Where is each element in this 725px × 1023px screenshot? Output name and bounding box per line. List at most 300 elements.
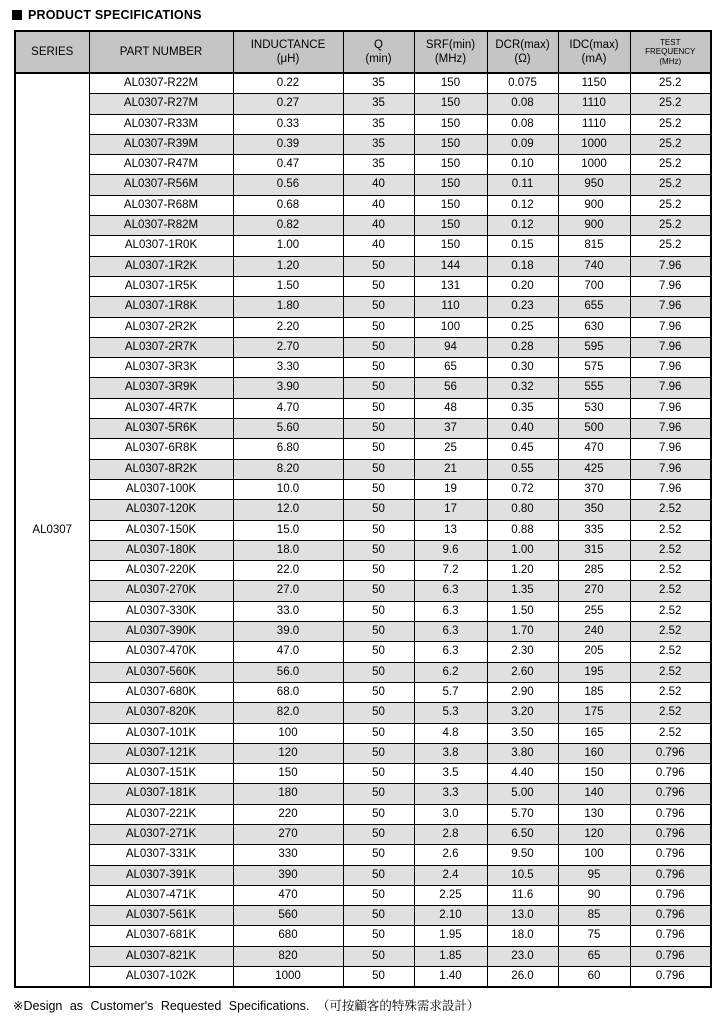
cell-srf-min: 37 <box>414 419 487 439</box>
cell-srf-min: 3.5 <box>414 764 487 784</box>
cell-part-number: AL0307-8R2K <box>89 459 233 479</box>
cell-idc-max: 95 <box>558 865 630 885</box>
cell-test-frequency: 25.2 <box>630 236 711 256</box>
cell-dcr-max: 0.08 <box>487 114 558 134</box>
cell-idc-max: 205 <box>558 642 630 662</box>
cell-srf-min: 48 <box>414 398 487 418</box>
cell-idc-max: 60 <box>558 967 630 988</box>
cell-srf-min: 1.95 <box>414 926 487 946</box>
cell-inductance: 8.20 <box>233 459 343 479</box>
cell-q-min: 50 <box>343 479 414 499</box>
cell-srf-min: 100 <box>414 317 487 337</box>
cell-test-frequency: 0.796 <box>630 885 711 905</box>
cell-test-frequency: 7.96 <box>630 297 711 317</box>
cell-q-min: 50 <box>343 317 414 337</box>
cell-inductance: 680 <box>233 926 343 946</box>
cell-idc-max: 100 <box>558 845 630 865</box>
cell-inductance: 3.30 <box>233 358 343 378</box>
cell-part-number: AL0307-R47M <box>89 155 233 175</box>
table-row <box>15 723 711 743</box>
table-row <box>15 358 711 378</box>
cell-test-frequency: 25.2 <box>630 94 711 114</box>
cell-srf-min: 6.3 <box>414 601 487 621</box>
cell-q-min: 50 <box>343 804 414 824</box>
cell-srf-min: 110 <box>414 297 487 317</box>
cell-dcr-max: 0.40 <box>487 419 558 439</box>
cell-srf-min: 5.3 <box>414 703 487 723</box>
header-row <box>15 31 711 73</box>
cell-srf-min: 56 <box>414 378 487 398</box>
cell-test-frequency: 7.96 <box>630 337 711 357</box>
cell-idc-max: 160 <box>558 743 630 763</box>
cell-idc-max: 575 <box>558 358 630 378</box>
cell-inductance: 0.47 <box>233 155 343 175</box>
cell-idc-max: 530 <box>558 398 630 418</box>
cell-q-min: 50 <box>343 885 414 905</box>
cell-test-frequency: 2.52 <box>630 561 711 581</box>
cell-idc-max: 315 <box>558 540 630 560</box>
cell-dcr-max: 3.80 <box>487 743 558 763</box>
cell-srf-min: 6.2 <box>414 662 487 682</box>
cell-part-number: AL0307-151K <box>89 764 233 784</box>
cell-part-number: AL0307-100K <box>89 479 233 499</box>
cell-q-min: 50 <box>343 723 414 743</box>
cell-q-min: 50 <box>343 703 414 723</box>
cell-dcr-max: 6.50 <box>487 824 558 844</box>
cell-q-min: 50 <box>343 824 414 844</box>
cell-test-frequency: 0.796 <box>630 784 711 804</box>
table-row <box>15 622 711 642</box>
cell-inductance: 150 <box>233 764 343 784</box>
table-row <box>15 398 711 418</box>
cell-inductance: 22.0 <box>233 561 343 581</box>
cell-q-min: 35 <box>343 114 414 134</box>
cell-q-min: 50 <box>343 601 414 621</box>
table-row <box>15 73 711 94</box>
cell-dcr-max: 10.5 <box>487 865 558 885</box>
cell-idc-max: 370 <box>558 479 630 499</box>
cell-inductance: 27.0 <box>233 581 343 601</box>
spec-table <box>14 30 712 988</box>
cell-part-number: AL0307-3R3K <box>89 358 233 378</box>
cell-test-frequency: 2.52 <box>630 662 711 682</box>
table-row <box>15 297 711 317</box>
cell-dcr-max: 1.00 <box>487 540 558 560</box>
cell-q-min: 50 <box>343 946 414 966</box>
cell-q-min: 50 <box>343 439 414 459</box>
cell-idc-max: 130 <box>558 804 630 824</box>
cell-dcr-max: 11.6 <box>487 885 558 905</box>
cell-dcr-max: 9.50 <box>487 845 558 865</box>
page-title <box>12 8 202 22</box>
cell-part-number: AL0307-220K <box>89 561 233 581</box>
cell-srf-min: 150 <box>414 236 487 256</box>
cell-dcr-max: 0.32 <box>487 378 558 398</box>
cell-idc-max: 1000 <box>558 134 630 154</box>
cell-inductance: 1.20 <box>233 256 343 276</box>
cell-test-frequency: 7.96 <box>630 398 711 418</box>
cell-test-frequency: 2.52 <box>630 520 711 540</box>
cell-q-min: 50 <box>343 581 414 601</box>
table-row <box>15 865 711 885</box>
cell-part-number: AL0307-2R2K <box>89 317 233 337</box>
cell-test-frequency: 2.52 <box>630 642 711 662</box>
table-row <box>15 804 711 824</box>
cell-inductance: 470 <box>233 885 343 905</box>
cell-part-number: AL0307-R39M <box>89 134 233 154</box>
cell-idc-max: 500 <box>558 419 630 439</box>
cell-q-min: 50 <box>343 540 414 560</box>
table-row <box>15 337 711 357</box>
cell-q-min: 40 <box>343 236 414 256</box>
cell-srf-min: 4.8 <box>414 723 487 743</box>
cell-part-number: AL0307-1R2K <box>89 256 233 276</box>
cell-inductance: 560 <box>233 906 343 926</box>
cell-dcr-max: 0.12 <box>487 216 558 236</box>
cell-srf-min: 144 <box>414 256 487 276</box>
cell-idc-max: 150 <box>558 764 630 784</box>
cell-dcr-max: 0.08 <box>487 94 558 114</box>
cell-test-frequency: 7.96 <box>630 256 711 276</box>
cell-dcr-max: 1.70 <box>487 622 558 642</box>
cell-test-frequency: 0.796 <box>630 865 711 885</box>
cell-srf-min: 6.3 <box>414 642 487 662</box>
cell-part-number: AL0307-471K <box>89 885 233 905</box>
cell-part-number: AL0307-R27M <box>89 94 233 114</box>
col-header-part-number-label: PART NUMBER <box>119 46 203 58</box>
cell-part-number: AL0307-470K <box>89 642 233 662</box>
cell-test-frequency: 2.52 <box>630 581 711 601</box>
cell-test-frequency: 2.52 <box>630 723 711 743</box>
cell-inductance: 82.0 <box>233 703 343 723</box>
cell-part-number: AL0307-270K <box>89 581 233 601</box>
cell-test-frequency: 7.96 <box>630 439 711 459</box>
cell-q-min: 50 <box>343 500 414 520</box>
cell-srf-min: 3.0 <box>414 804 487 824</box>
cell-q-min: 50 <box>343 459 414 479</box>
cell-srf-min: 2.8 <box>414 824 487 844</box>
table-row <box>15 601 711 621</box>
cell-test-frequency: 7.96 <box>630 479 711 499</box>
cell-inductance: 1.50 <box>233 276 343 296</box>
cell-test-frequency: 25.2 <box>630 175 711 195</box>
cell-dcr-max: 13.0 <box>487 906 558 926</box>
cell-inductance: 47.0 <box>233 642 343 662</box>
col-header-series <box>15 31 89 73</box>
table-row <box>15 479 711 499</box>
footnote: ※Design as Customer's Requested Specifications. （可按顧客的特殊需求設計） <box>13 999 480 1013</box>
cell-dcr-max: 3.50 <box>487 723 558 743</box>
cell-test-frequency: 2.52 <box>630 601 711 621</box>
col-header-q-min: Q (min) <box>343 31 414 73</box>
cell-idc-max: 425 <box>558 459 630 479</box>
cell-part-number: AL0307-1R8K <box>89 297 233 317</box>
table-row <box>15 885 711 905</box>
cell-test-frequency: 0.796 <box>630 926 711 946</box>
cell-idc-max: 740 <box>558 256 630 276</box>
table-row <box>15 703 711 723</box>
cell-dcr-max: 0.12 <box>487 195 558 215</box>
table-row <box>15 256 711 276</box>
cell-inductance: 1.00 <box>233 236 343 256</box>
cell-idc-max: 700 <box>558 276 630 296</box>
cell-q-min: 50 <box>343 297 414 317</box>
cell-inductance: 0.82 <box>233 216 343 236</box>
cell-dcr-max: 0.10 <box>487 155 558 175</box>
cell-inductance: 15.0 <box>233 520 343 540</box>
cell-inductance: 0.56 <box>233 175 343 195</box>
cell-q-min: 35 <box>343 134 414 154</box>
cell-dcr-max: 5.00 <box>487 784 558 804</box>
col-header-srf-min: SRF(min) (MHz) <box>414 31 487 73</box>
cell-test-frequency: 7.96 <box>630 419 711 439</box>
cell-inductance: 33.0 <box>233 601 343 621</box>
cell-idc-max: 555 <box>558 378 630 398</box>
table-row <box>15 967 711 988</box>
cell-part-number: AL0307-820K <box>89 703 233 723</box>
cell-test-frequency: 0.796 <box>630 967 711 988</box>
cell-q-min: 40 <box>343 216 414 236</box>
table-row <box>15 561 711 581</box>
cell-srf-min: 7.2 <box>414 561 487 581</box>
cell-q-min: 40 <box>343 195 414 215</box>
cell-test-frequency: 7.96 <box>630 317 711 337</box>
cell-dcr-max: 5.70 <box>487 804 558 824</box>
table-row <box>15 175 711 195</box>
cell-dcr-max: 0.72 <box>487 479 558 499</box>
cell-test-frequency: 7.96 <box>630 276 711 296</box>
cell-dcr-max: 0.88 <box>487 520 558 540</box>
col-header-part-number <box>89 31 233 73</box>
cell-test-frequency: 2.52 <box>630 703 711 723</box>
cell-q-min: 50 <box>343 662 414 682</box>
cell-srf-min: 150 <box>414 134 487 154</box>
cell-srf-min: 150 <box>414 114 487 134</box>
table-row <box>15 114 711 134</box>
cell-inductance: 39.0 <box>233 622 343 642</box>
cell-srf-min: 150 <box>414 175 487 195</box>
cell-part-number: AL0307-6R8K <box>89 439 233 459</box>
col-header-dcr-max: DCR(max) (Ω) <box>487 31 558 73</box>
cell-part-number: AL0307-R68M <box>89 195 233 215</box>
cell-q-min: 50 <box>343 764 414 784</box>
cell-inductance: 10.0 <box>233 479 343 499</box>
cell-dcr-max: 0.20 <box>487 276 558 296</box>
cell-inductance: 4.70 <box>233 398 343 418</box>
table-row <box>15 845 711 865</box>
cell-srf-min: 6.3 <box>414 622 487 642</box>
cell-part-number: AL0307-3R9K <box>89 378 233 398</box>
cell-srf-min: 1.40 <box>414 967 487 988</box>
table-row <box>15 459 711 479</box>
table-row <box>15 500 711 520</box>
cell-idc-max: 175 <box>558 703 630 723</box>
cell-part-number: AL0307-330K <box>89 601 233 621</box>
cell-idc-max: 950 <box>558 175 630 195</box>
cell-part-number: AL0307-120K <box>89 500 233 520</box>
table-row <box>15 764 711 784</box>
cell-part-number: AL0307-4R7K <box>89 398 233 418</box>
cell-srf-min: 150 <box>414 216 487 236</box>
cell-part-number: AL0307-1R5K <box>89 276 233 296</box>
table-row <box>15 134 711 154</box>
cell-q-min: 50 <box>343 561 414 581</box>
cell-srf-min: 131 <box>414 276 487 296</box>
table-row <box>15 824 711 844</box>
cell-dcr-max: 0.11 <box>487 175 558 195</box>
cell-inductance: 0.27 <box>233 94 343 114</box>
cell-srf-min: 1.85 <box>414 946 487 966</box>
cell-q-min: 40 <box>343 175 414 195</box>
cell-part-number: AL0307-391K <box>89 865 233 885</box>
cell-dcr-max: 0.35 <box>487 398 558 418</box>
cell-part-number: AL0307-121K <box>89 743 233 763</box>
cell-inductance: 1000 <box>233 967 343 988</box>
cell-idc-max: 470 <box>558 439 630 459</box>
table-row <box>15 155 711 175</box>
cell-srf-min: 6.3 <box>414 581 487 601</box>
cell-dcr-max: 0.23 <box>487 297 558 317</box>
cell-dcr-max: 1.50 <box>487 601 558 621</box>
cell-part-number: AL0307-R33M <box>89 114 233 134</box>
cell-dcr-max: 2.90 <box>487 682 558 702</box>
cell-part-number: AL0307-331K <box>89 845 233 865</box>
col-header-test-frequency: TEST FREQUENCY (MHz) <box>630 31 711 73</box>
cell-idc-max: 90 <box>558 885 630 905</box>
cell-q-min: 50 <box>343 358 414 378</box>
table-row <box>15 236 711 256</box>
cell-inductance: 2.70 <box>233 337 343 357</box>
cell-q-min: 50 <box>343 622 414 642</box>
cell-srf-min: 150 <box>414 94 487 114</box>
cell-q-min: 50 <box>343 337 414 357</box>
cell-part-number: AL0307-1R0K <box>89 236 233 256</box>
table-row <box>15 439 711 459</box>
cell-dcr-max: 3.20 <box>487 703 558 723</box>
cell-idc-max: 1150 <box>558 73 630 94</box>
cell-part-number: AL0307-681K <box>89 926 233 946</box>
cell-test-frequency: 25.2 <box>630 134 711 154</box>
col-header-inductance: INDUCTANCE (μH) <box>233 31 343 73</box>
cell-dcr-max: 1.20 <box>487 561 558 581</box>
cell-q-min: 50 <box>343 520 414 540</box>
cell-inductance: 5.60 <box>233 419 343 439</box>
cell-idc-max: 900 <box>558 216 630 236</box>
cell-inductance: 180 <box>233 784 343 804</box>
cell-test-frequency: 2.52 <box>630 682 711 702</box>
cell-idc-max: 195 <box>558 662 630 682</box>
cell-idc-max: 335 <box>558 520 630 540</box>
cell-test-frequency: 25.2 <box>630 155 711 175</box>
cell-srf-min: 3.8 <box>414 743 487 763</box>
cell-dcr-max: 26.0 <box>487 967 558 988</box>
cell-dcr-max: 23.0 <box>487 946 558 966</box>
cell-inductance: 100 <box>233 723 343 743</box>
cell-part-number: AL0307-R56M <box>89 175 233 195</box>
cell-inductance: 820 <box>233 946 343 966</box>
cell-dcr-max: 1.35 <box>487 581 558 601</box>
cell-part-number: AL0307-R82M <box>89 216 233 236</box>
cell-test-frequency: 7.96 <box>630 459 711 479</box>
cell-srf-min: 2.4 <box>414 865 487 885</box>
cell-q-min: 50 <box>343 845 414 865</box>
cell-q-min: 50 <box>343 967 414 988</box>
cell-part-number: AL0307-102K <box>89 967 233 988</box>
cell-part-number: AL0307-821K <box>89 946 233 966</box>
cell-q-min: 35 <box>343 155 414 175</box>
table-row <box>15 926 711 946</box>
cell-inductance: 330 <box>233 845 343 865</box>
cell-srf-min: 5.7 <box>414 682 487 702</box>
cell-idc-max: 185 <box>558 682 630 702</box>
cell-idc-max: 120 <box>558 824 630 844</box>
cell-inductance: 56.0 <box>233 662 343 682</box>
cell-inductance: 220 <box>233 804 343 824</box>
cell-test-frequency: 0.796 <box>630 946 711 966</box>
col-header-idc-max: IDC(max) (mA) <box>558 31 630 73</box>
cell-idc-max: 285 <box>558 561 630 581</box>
cell-dcr-max: 0.15 <box>487 236 558 256</box>
cell-test-frequency: 25.2 <box>630 216 711 236</box>
cell-q-min: 50 <box>343 743 414 763</box>
series-cell: AL0307 <box>15 73 89 987</box>
cell-inductance: 0.39 <box>233 134 343 154</box>
table-row <box>15 906 711 926</box>
cell-idc-max: 1110 <box>558 94 630 114</box>
cell-q-min: 35 <box>343 94 414 114</box>
cell-srf-min: 150 <box>414 73 487 94</box>
cell-q-min: 50 <box>343 682 414 702</box>
cell-test-frequency: 0.796 <box>630 764 711 784</box>
cell-srf-min: 17 <box>414 500 487 520</box>
cell-part-number: AL0307-R22M <box>89 73 233 94</box>
cell-srf-min: 65 <box>414 358 487 378</box>
cell-dcr-max: 0.09 <box>487 134 558 154</box>
cell-idc-max: 350 <box>558 500 630 520</box>
cell-q-min: 50 <box>343 276 414 296</box>
cell-idc-max: 255 <box>558 601 630 621</box>
cell-q-min: 50 <box>343 419 414 439</box>
cell-srf-min: 3.3 <box>414 784 487 804</box>
cell-test-frequency: 2.52 <box>630 500 711 520</box>
table-row <box>15 682 711 702</box>
cell-srf-min: 2.25 <box>414 885 487 905</box>
cell-q-min: 35 <box>343 73 414 94</box>
cell-inductance: 270 <box>233 824 343 844</box>
cell-part-number: AL0307-5R6K <box>89 419 233 439</box>
table-row <box>15 317 711 337</box>
cell-srf-min: 150 <box>414 155 487 175</box>
cell-part-number: AL0307-561K <box>89 906 233 926</box>
cell-q-min: 50 <box>343 256 414 276</box>
cell-dcr-max: 2.60 <box>487 662 558 682</box>
cell-q-min: 50 <box>343 378 414 398</box>
table-row <box>15 540 711 560</box>
cell-inductance: 120 <box>233 743 343 763</box>
cell-idc-max: 595 <box>558 337 630 357</box>
cell-dcr-max: 4.40 <box>487 764 558 784</box>
cell-test-frequency: 25.2 <box>630 195 711 215</box>
table-row <box>15 581 711 601</box>
cell-part-number: AL0307-680K <box>89 682 233 702</box>
black-square-icon <box>12 10 22 20</box>
table-row <box>15 378 711 398</box>
cell-test-frequency: 25.2 <box>630 73 711 94</box>
cell-idc-max: 240 <box>558 622 630 642</box>
col-header-series-label: SERIES <box>31 46 74 58</box>
cell-test-frequency: 0.796 <box>630 845 711 865</box>
cell-inductance: 2.20 <box>233 317 343 337</box>
